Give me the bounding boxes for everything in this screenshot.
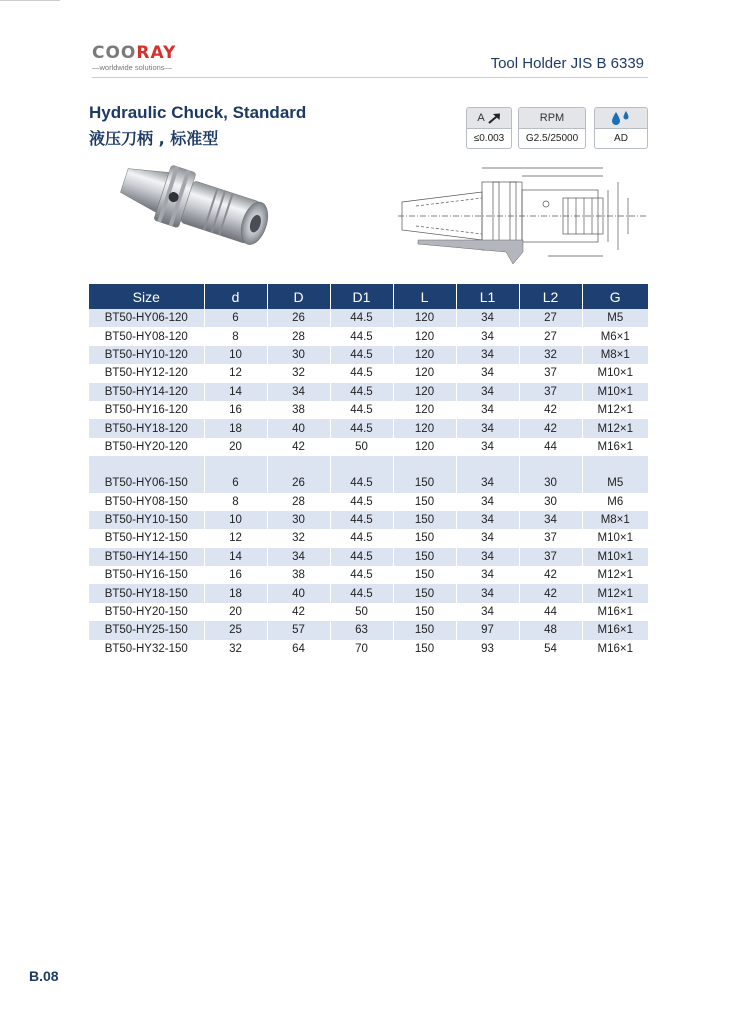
logo-brand-b: RAY: [136, 43, 177, 63]
value-cell: M10×1: [597, 367, 633, 380]
size-cell: BT50-HY08-120: [89, 327, 204, 345]
value-cell: 38: [267, 566, 330, 584]
value-cell: 150: [393, 621, 456, 639]
value-cell: M12×1: [597, 569, 633, 582]
value-cell: 27: [519, 327, 582, 345]
value-cell: 120: [393, 309, 456, 327]
value-cell: 42: [519, 419, 582, 437]
value-cell: M12×1: [582, 419, 648, 437]
value-cell: 14: [204, 383, 267, 401]
size-cell: BT50-HY06-150: [89, 474, 204, 492]
value-cell: 150: [393, 548, 456, 566]
value-cell: M12×1: [597, 404, 633, 417]
column-header: D1: [330, 284, 393, 309]
value-cell: 27: [519, 309, 582, 327]
value-cell: 150: [393, 603, 456, 621]
logo-brand-a: COO: [92, 43, 137, 63]
value-cell: 30: [267, 346, 330, 364]
value-cell: 34: [456, 346, 519, 364]
value-cell: 34: [456, 419, 519, 437]
value-cell: 32: [204, 640, 267, 658]
cooray-logo: [92, 44, 202, 74]
value-cell: 34: [456, 493, 519, 511]
table-row: [89, 309, 648, 327]
column-header: G: [582, 284, 648, 309]
size-cell: BT50-HY08-150: [89, 493, 204, 511]
value-cell: 120: [393, 383, 456, 401]
value-cell: 34: [456, 327, 519, 345]
value-cell: 34: [456, 438, 519, 456]
value-cell: 12: [204, 364, 267, 382]
technical-drawing: [398, 160, 648, 270]
logo-tagline: —worldwide solutions—: [92, 63, 173, 72]
value-cell: M5: [582, 474, 648, 492]
value-cell: 44.5: [330, 529, 393, 547]
value-cell: 20: [204, 438, 267, 456]
value-cell: 120: [393, 327, 456, 345]
size-cell: BT50-HY25-150: [89, 621, 204, 639]
empty-cell: [89, 456, 204, 474]
size-cell: BT50-HY10-120: [89, 346, 204, 364]
value-cell: 37: [519, 548, 582, 566]
accuracy-spec-box: [466, 107, 512, 149]
value-cell: 18: [204, 419, 267, 437]
column-header: d: [204, 284, 267, 309]
value-cell: 150: [393, 511, 456, 529]
value-cell: 37: [519, 529, 582, 547]
value-cell: 44.5: [330, 346, 393, 364]
value-cell: 44.5: [330, 327, 393, 345]
value-cell: 34: [456, 474, 519, 492]
table-row: [89, 640, 648, 658]
header-divider: [92, 77, 648, 78]
value-cell: M5: [582, 309, 648, 327]
table-header-row: [89, 284, 648, 309]
column-header: Size: [89, 284, 204, 309]
table-row: [89, 401, 648, 419]
value-cell: 34: [456, 548, 519, 566]
value-cell: 34: [267, 548, 330, 566]
table-row: [89, 529, 648, 547]
size-cell: BT50-HY06-120: [89, 309, 204, 327]
value-cell: 44.5: [330, 493, 393, 511]
coolant-value: AD: [614, 133, 628, 144]
value-cell: M16×1: [597, 606, 633, 619]
value-cell: 30: [519, 493, 582, 511]
size-cell: BT50-HY32-150: [89, 640, 204, 658]
value-cell: 18: [204, 584, 267, 602]
value-cell: 12: [204, 529, 267, 547]
value-cell: 44.5: [330, 401, 393, 419]
value-cell: 44.5: [330, 474, 393, 492]
value-cell: 10: [204, 346, 267, 364]
rpm-value: G2.5/25000: [525, 133, 579, 144]
table-row: [89, 548, 648, 566]
value-cell: 93: [456, 640, 519, 658]
document-title: Tool Holder JIS B 6339: [490, 55, 644, 72]
value-cell: 44.5: [330, 584, 393, 602]
hydraulic-chuck-photo: [110, 148, 290, 278]
size-cell: BT50-HY18-120: [89, 419, 204, 437]
value-cell: 44: [519, 603, 582, 621]
value-cell: M10×1: [582, 548, 648, 566]
size-cell: BT50-HY20-120: [89, 438, 204, 456]
value-cell: 44: [519, 438, 582, 456]
value-cell: 44.5: [330, 548, 393, 566]
rpm-label: RPM: [519, 108, 585, 129]
size-cell: BT50-HY16-150: [89, 566, 204, 584]
table-row: [89, 438, 648, 456]
value-cell: 34: [456, 584, 519, 602]
value-cell: 6: [204, 474, 267, 492]
size-cell: BT50-HY12-120: [89, 364, 204, 382]
value-cell: 34: [456, 309, 519, 327]
size-cell: BT50-HY20-150: [89, 603, 204, 621]
accuracy-label: A: [477, 112, 485, 124]
value-cell: 6: [204, 309, 267, 327]
value-cell: 150: [393, 584, 456, 602]
value-cell: 64: [267, 640, 330, 658]
value-cell: M16×1: [582, 621, 648, 639]
value-cell: 34: [456, 511, 519, 529]
value-cell: 120: [393, 364, 456, 382]
value-cell: 42: [267, 438, 330, 456]
rpm-spec-box: [518, 107, 586, 149]
value-cell: 8: [204, 327, 267, 345]
value-cell: 25: [204, 621, 267, 639]
dimensions-table: [89, 284, 648, 658]
table-row: [89, 621, 648, 639]
size-cell: BT50-HY16-120: [89, 401, 204, 419]
value-cell: M12×1: [582, 584, 648, 602]
value-cell: 32: [519, 346, 582, 364]
top-edge-line: [0, 0, 60, 1]
value-cell: 34: [456, 383, 519, 401]
size-cell: BT50-HY10-150: [89, 511, 204, 529]
value-cell: 34: [456, 603, 519, 621]
empty-cell: [267, 456, 330, 474]
value-cell: 57: [267, 621, 330, 639]
value-cell: 30: [519, 474, 582, 492]
empty-cell: [204, 456, 267, 474]
table-row: [89, 584, 648, 602]
value-cell: 16: [204, 566, 267, 584]
value-cell: 120: [393, 419, 456, 437]
value-cell: 20: [204, 603, 267, 621]
value-cell: 38: [267, 401, 330, 419]
value-cell: 120: [393, 401, 456, 419]
size-cell: BT50-HY12-150: [89, 529, 204, 547]
value-cell: 44.5: [330, 383, 393, 401]
value-cell: 54: [519, 640, 582, 658]
value-cell: 34: [519, 511, 582, 529]
group-separator-row: [89, 456, 648, 474]
value-cell: 97: [456, 621, 519, 639]
table-row: [89, 603, 648, 621]
table-row: [89, 327, 648, 345]
value-cell: 26: [267, 309, 330, 327]
value-cell: M10×1: [597, 532, 633, 545]
empty-cell: [519, 456, 582, 474]
empty-cell: [330, 456, 393, 474]
value-cell: 42: [267, 603, 330, 621]
value-cell: 40: [267, 584, 330, 602]
value-cell: M8×1: [582, 511, 648, 529]
value-cell: 50: [330, 603, 393, 621]
water-drops-icon: [610, 110, 632, 126]
value-cell: 10: [204, 511, 267, 529]
value-cell: 50: [330, 438, 393, 456]
value-cell: 34: [456, 401, 519, 419]
empty-cell: [456, 456, 519, 474]
empty-cell: [582, 456, 648, 474]
page-number: B.08: [29, 968, 59, 984]
value-cell: 40: [267, 419, 330, 437]
value-cell: M6: [607, 495, 624, 508]
table-row: [89, 383, 648, 401]
value-cell: 44.5: [330, 566, 393, 584]
value-cell: 8: [204, 493, 267, 511]
size-cell: BT50-HY14-150: [89, 548, 204, 566]
value-cell: 150: [393, 529, 456, 547]
empty-cell: [393, 456, 456, 474]
value-cell: M6×1: [600, 330, 630, 343]
value-cell: 28: [267, 327, 330, 345]
value-cell: 42: [519, 401, 582, 419]
value-cell: 34: [456, 566, 519, 584]
size-cell: BT50-HY18-150: [89, 584, 204, 602]
value-cell: M8×1: [582, 346, 648, 364]
value-cell: 32: [267, 364, 330, 382]
value-cell: 42: [519, 566, 582, 584]
value-cell: 30: [267, 511, 330, 529]
product-title-cn: 液压刀柄 , 标准型: [89, 129, 219, 148]
value-cell: 32: [267, 529, 330, 547]
value-cell: M16×1: [597, 642, 633, 655]
value-cell: 28: [267, 493, 330, 511]
value-cell: 16: [204, 401, 267, 419]
table-row: [89, 346, 648, 364]
table-row: [89, 566, 648, 584]
value-cell: 34: [267, 383, 330, 401]
value-cell: 34: [456, 364, 519, 382]
value-cell: 70: [330, 640, 393, 658]
value-cell: 120: [393, 346, 456, 364]
value-cell: M10×1: [582, 383, 648, 401]
value-cell: 44.5: [330, 419, 393, 437]
column-header: L2: [519, 284, 582, 309]
value-cell: 26: [267, 474, 330, 492]
table-row: [89, 511, 648, 529]
value-cell: 34: [456, 529, 519, 547]
value-cell: 37: [519, 383, 582, 401]
value-cell: 14: [204, 548, 267, 566]
value-cell: 42: [519, 584, 582, 602]
value-cell: 150: [393, 493, 456, 511]
accuracy-value: ≤0.003: [473, 133, 505, 144]
column-header: L1: [456, 284, 519, 309]
value-cell: 37: [519, 364, 582, 382]
table-row: [89, 493, 648, 511]
value-cell: 48: [519, 621, 582, 639]
table-row: [89, 474, 648, 492]
value-cell: 150: [393, 566, 456, 584]
value-cell: 150: [393, 640, 456, 658]
value-cell: 63: [330, 621, 393, 639]
value-cell: M16×1: [597, 440, 633, 453]
table-row: [89, 364, 648, 382]
value-cell: 44.5: [330, 309, 393, 327]
arrow-up-right-icon: [488, 113, 501, 124]
value-cell: 150: [393, 474, 456, 492]
product-title-en: Hydraulic Chuck, Standard: [89, 103, 307, 122]
value-cell: 44.5: [330, 511, 393, 529]
value-cell: 44.5: [330, 364, 393, 382]
table-row: [89, 419, 648, 437]
column-header: L: [393, 284, 456, 309]
coolant-spec-box: [594, 107, 648, 149]
value-cell: 120: [393, 438, 456, 456]
size-cell: BT50-HY14-120: [89, 383, 204, 401]
column-header: D: [267, 284, 330, 309]
